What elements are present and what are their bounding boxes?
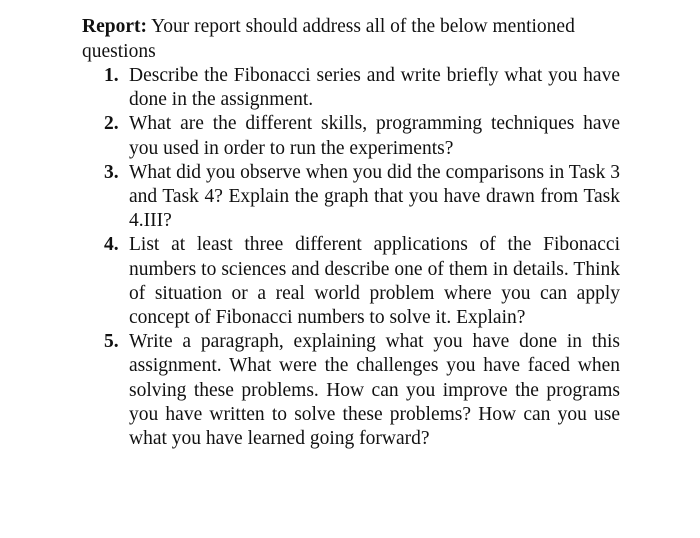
report-label: Report:: [82, 16, 147, 37]
question-3: [104, 161, 620, 234]
report-intro: [82, 15, 622, 64]
question-text: Write a paragraph, explaining what you have done in this assignment. What were the challenges you have faced when solving these problems. How can you improve the programs you have written to solve these problems? How can you use what you have learned going forward?: [129, 331, 620, 450]
question-text: List at least three different applications of the Fibonacci numbers to sciences and describe one of them in details. Think of situation or a real world problem where you can apply concept of Fibonacci numbers to solve it. Explain?: [129, 234, 620, 329]
question-number: 4.: [104, 234, 119, 256]
question-number: 3.: [104, 161, 119, 183]
question-4: [104, 233, 620, 330]
question-2: [104, 112, 620, 160]
question-list: [104, 64, 620, 451]
report-intro-text: Your report should address all of the below mentioned questions: [82, 16, 575, 62]
question-number: 2.: [104, 113, 119, 135]
question-number: 1.: [104, 65, 119, 86]
question-text: Describe the Fibonacci series and write briefly what you have done in the assignment.: [129, 65, 620, 111]
question-1: [104, 64, 620, 112]
question-5: [104, 330, 620, 451]
question-text: What are the different skills, programming techniques have you used in order to run the experiments?: [129, 113, 620, 159]
question-text: What did you observe when you did the comparisons in Task 3 and Task 4? Explain the graph that you have drawn from Task 4.III?: [129, 161, 620, 232]
question-number: 5.: [104, 331, 119, 353]
